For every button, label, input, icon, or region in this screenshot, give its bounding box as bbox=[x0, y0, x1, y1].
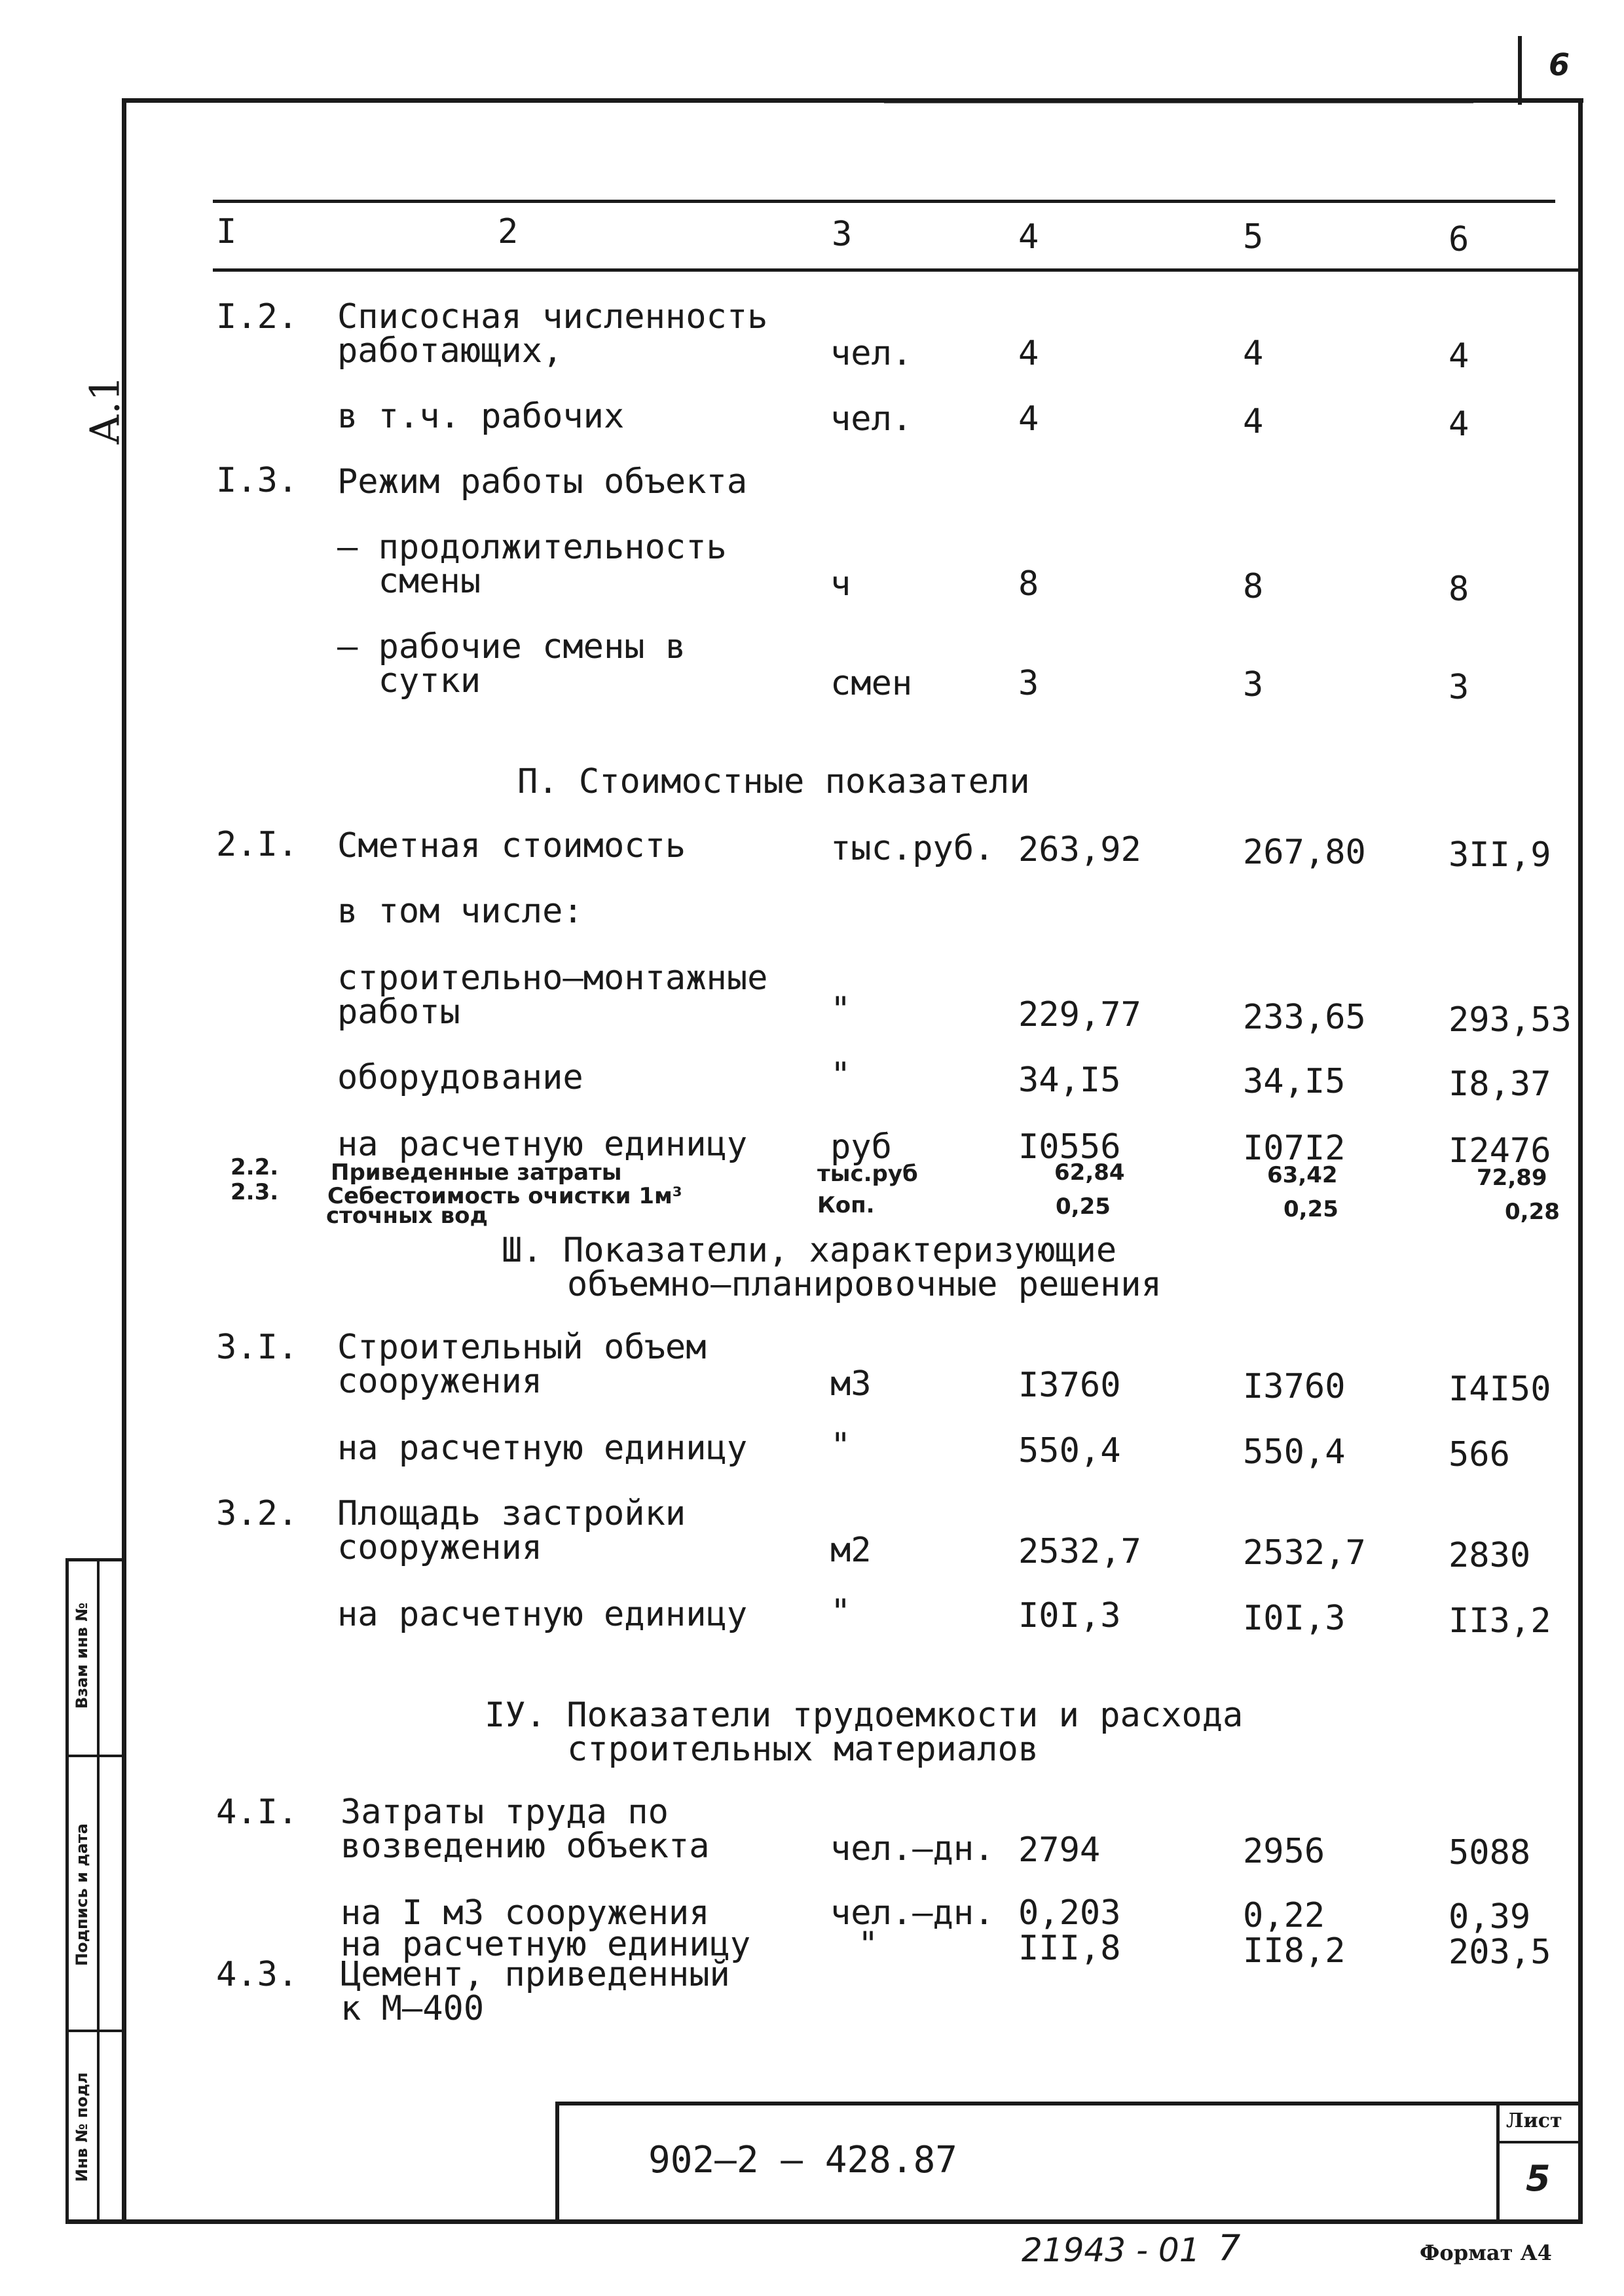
header-col-5: 5 bbox=[1243, 217, 1264, 257]
row-label: в т.ч. рабочих bbox=[337, 397, 625, 436]
row-value-col5: I0I,3 bbox=[1243, 1599, 1346, 1638]
row-label: Площадь застройки bbox=[337, 1494, 686, 1533]
row-value-col5: 267,80 bbox=[1243, 833, 1366, 872]
row-label: на I м3 сооружения bbox=[341, 1893, 710, 1933]
side-stamp-inv-replace: Взам инв № bbox=[73, 1602, 91, 1709]
row-value-col5: 8 bbox=[1243, 567, 1264, 606]
row-value-col5: II8,2 bbox=[1243, 1931, 1346, 1971]
stamp-left bbox=[555, 2102, 559, 2223]
row-label: на расчетную единицу bbox=[337, 1429, 748, 1468]
row-unit: чел. bbox=[830, 399, 913, 439]
handwritten-row-number: 2.2. bbox=[231, 1154, 279, 1180]
row-label: Сметная стоимость bbox=[337, 826, 686, 866]
row-value-col5: 233,65 bbox=[1243, 998, 1366, 1037]
row-value-col5: 34,I5 bbox=[1243, 1062, 1346, 1101]
row-label: Строительный объем bbox=[337, 1328, 707, 1367]
row-unit: " bbox=[830, 1592, 851, 1631]
stamp-top bbox=[555, 2102, 1580, 2105]
header-col-3: 3 bbox=[832, 215, 853, 254]
section-heading-cont: объемно–планировочные решения bbox=[567, 1265, 1162, 1304]
section-heading-cont: строительных материалов bbox=[567, 1730, 1039, 1769]
footer-order-number: 21943 - 01 bbox=[1022, 2231, 1200, 2269]
handwritten-value-col5: 63,42 bbox=[1267, 1162, 1338, 1188]
row-value-col4: 4 bbox=[1018, 334, 1039, 373]
row-value-col4: I0556 bbox=[1018, 1127, 1121, 1167]
row-label-cont: сооружения bbox=[337, 1362, 543, 1401]
row-unit: чел.–дн. bbox=[830, 1829, 995, 1868]
row-unit: м2 bbox=[830, 1531, 872, 1570]
row-value-col4: I3760 bbox=[1018, 1366, 1121, 1405]
side-stamp-inv-orig: Инв № подл bbox=[73, 2072, 91, 2182]
page-number-corner: 6 bbox=[1549, 47, 1570, 82]
stamp-doc-code: 902–2 – 428.87 bbox=[648, 2139, 958, 2181]
row-value-col6: II3,2 bbox=[1449, 1601, 1551, 1641]
row-label: Режим работы объекта bbox=[337, 462, 748, 501]
row-unit: " bbox=[858, 1925, 879, 1964]
header-col-6: 6 bbox=[1449, 220, 1469, 259]
handwritten-row-label: Себестоимость очистки 1м³ bbox=[327, 1183, 682, 1209]
row-value-col4: 229,77 bbox=[1018, 995, 1141, 1034]
row-unit: ч bbox=[830, 564, 851, 604]
frame-bottom bbox=[65, 2219, 1583, 2224]
row-label: оборудование bbox=[337, 1058, 583, 1097]
row-value-col4: 550,4 bbox=[1018, 1431, 1121, 1470]
row-label: на расчетную единицу bbox=[341, 1925, 751, 1964]
row-value-col6: 3 bbox=[1449, 668, 1469, 707]
row-unit: смен bbox=[830, 664, 913, 703]
row-label: Затраты труда по bbox=[341, 1793, 669, 1832]
row-label-cont: сооружения bbox=[337, 1528, 543, 1567]
row-value-col6: I4I50 bbox=[1449, 1370, 1551, 1409]
side-stamp-outer bbox=[65, 1558, 69, 2223]
row-value-col6: 5088 bbox=[1449, 1833, 1531, 1872]
row-label: на расчетную единицу bbox=[337, 1125, 748, 1164]
row-label: – продолжительность bbox=[337, 528, 727, 567]
row-value-col5: 4 bbox=[1243, 334, 1264, 373]
row-number: 2.I. bbox=[216, 825, 299, 864]
row-value-col4: 263,92 bbox=[1018, 830, 1141, 869]
row-value-col6: 0,39 bbox=[1449, 1897, 1531, 1937]
frame-right bbox=[1578, 98, 1583, 2223]
row-value-col6: 2830 bbox=[1449, 1536, 1531, 1575]
row-value-col4: 8 bbox=[1018, 564, 1039, 604]
row-number: I.3. bbox=[216, 461, 299, 500]
row-label-cont: смены bbox=[337, 562, 481, 601]
header-col-2: 2 bbox=[498, 212, 519, 251]
stamp-sheet-number: 5 bbox=[1526, 2158, 1551, 2199]
row-label: строительно–монтажные bbox=[337, 958, 768, 998]
row-unit: чел. bbox=[830, 334, 913, 373]
row-value-col5: I3760 bbox=[1243, 1367, 1346, 1406]
row-unit: тыс.руб. bbox=[830, 829, 995, 868]
row-label: в том числе: bbox=[337, 892, 583, 931]
row-label-cont: работы bbox=[337, 993, 460, 1032]
row-value-col6: 3II,9 bbox=[1449, 835, 1551, 875]
footer-copy-number: 7 bbox=[1218, 2227, 1241, 2269]
row-value-col6: 203,5 bbox=[1449, 1933, 1551, 1972]
header-line-bottom bbox=[213, 268, 1578, 272]
row-value-col4: 2532,7 bbox=[1018, 1532, 1141, 1571]
header-line-top bbox=[213, 200, 1555, 203]
stamp-sheet-divider bbox=[1496, 2102, 1500, 2223]
handwritten-row-number: 2.3. bbox=[231, 1179, 279, 1205]
row-value-col4: III,8 bbox=[1018, 1929, 1121, 1968]
row-number: I.2. bbox=[216, 297, 299, 337]
row-value-col6: 566 bbox=[1449, 1435, 1510, 1474]
row-value-col6: I2476 bbox=[1449, 1131, 1551, 1171]
handwritten-value-col5: 0,25 bbox=[1283, 1196, 1338, 1222]
row-value-col6: I8,37 bbox=[1449, 1065, 1551, 1104]
handwritten-value-col6: 72,89 bbox=[1477, 1165, 1547, 1191]
handwritten-value-col4: 0,25 bbox=[1056, 1194, 1111, 1220]
side-stamp-div1 bbox=[65, 1755, 124, 1757]
row-number: 4.I. bbox=[216, 1793, 299, 1832]
row-label-cont: возведению объекта bbox=[341, 1827, 710, 1866]
row-unit: чел.–дн. bbox=[830, 1893, 995, 1933]
row-value-col4: I0I,3 bbox=[1018, 1596, 1121, 1635]
row-value-col4: 2794 bbox=[1018, 1831, 1101, 1870]
row-unit: " bbox=[830, 1055, 851, 1095]
handwritten-row-label-cont: сточных вод bbox=[326, 1203, 488, 1229]
row-value-col6: 4 bbox=[1449, 405, 1469, 444]
section-heading: П. Стоимостные показатели bbox=[517, 762, 1030, 801]
row-label: Списосная численность bbox=[337, 297, 768, 337]
side-stamp-inner bbox=[97, 1558, 100, 2223]
row-value-col5: 0,22 bbox=[1243, 1896, 1325, 1935]
row-label-cont: к М–400 bbox=[341, 1989, 485, 2028]
row-value-col4: 4 bbox=[1018, 399, 1039, 439]
row-value-col5: 2532,7 bbox=[1243, 1533, 1366, 1573]
handwritten-value-col6: 0,28 bbox=[1505, 1199, 1560, 1225]
handwritten-row-unit: Коп. bbox=[817, 1192, 875, 1218]
row-value-col6: 8 bbox=[1449, 570, 1469, 609]
handwritten-row-unit: тыс.руб bbox=[817, 1161, 918, 1187]
margin-code: А.1 bbox=[81, 375, 129, 445]
row-value-col5: 3 bbox=[1243, 665, 1264, 704]
stamp-sheet-label: Лист bbox=[1506, 2109, 1562, 2132]
row-number: 4.3. bbox=[216, 1955, 299, 1994]
handwritten-row-label: Приведенные затраты bbox=[331, 1159, 622, 1186]
row-value-col4: 34,I5 bbox=[1018, 1061, 1121, 1100]
handwritten-value-col4: 62,84 bbox=[1054, 1159, 1125, 1186]
footer-format: Формат А4 bbox=[1420, 2240, 1552, 2265]
row-value-col6: 293,53 bbox=[1449, 1000, 1572, 1040]
row-value-col5: 550,4 bbox=[1243, 1432, 1346, 1472]
row-number: 3.I. bbox=[216, 1328, 299, 1367]
section-heading: IУ. Показатели трудоемкости и расхода bbox=[485, 1696, 1244, 1735]
row-label: Цемент, приведенный bbox=[341, 1955, 730, 1994]
side-stamp-top bbox=[65, 1558, 124, 1561]
section-heading: Ш. Показатели, характеризующие bbox=[502, 1231, 1117, 1270]
row-number: 3.2. bbox=[216, 1494, 299, 1533]
row-label-cont: работающих, bbox=[337, 331, 563, 371]
row-value-col4: 0,203 bbox=[1018, 1893, 1121, 1933]
corner-mark bbox=[1518, 36, 1522, 105]
side-stamp-div2 bbox=[65, 2030, 124, 2032]
row-unit: м3 bbox=[830, 1364, 872, 1404]
row-value-col4: 3 bbox=[1018, 664, 1039, 703]
row-label: на расчетную единицу bbox=[337, 1595, 748, 1634]
row-label-cont: сутки bbox=[337, 661, 481, 701]
row-value-col5: I07I2 bbox=[1243, 1129, 1346, 1168]
row-unit: руб bbox=[830, 1127, 892, 1167]
row-value-col6: 4 bbox=[1449, 337, 1469, 376]
top-dashed bbox=[884, 101, 1473, 103]
row-unit: " bbox=[830, 990, 851, 1029]
header-col-1: I bbox=[216, 212, 237, 251]
row-label: – рабочие смены в bbox=[337, 627, 686, 666]
row-unit: " bbox=[830, 1426, 851, 1465]
header-col-4: 4 bbox=[1018, 217, 1039, 257]
stamp-sheet-label-line bbox=[1496, 2141, 1580, 2143]
side-stamp-sign-date: Подпись и дата bbox=[73, 1823, 91, 1966]
row-value-col5: 2956 bbox=[1243, 1832, 1325, 1871]
row-value-col5: 4 bbox=[1243, 402, 1264, 441]
